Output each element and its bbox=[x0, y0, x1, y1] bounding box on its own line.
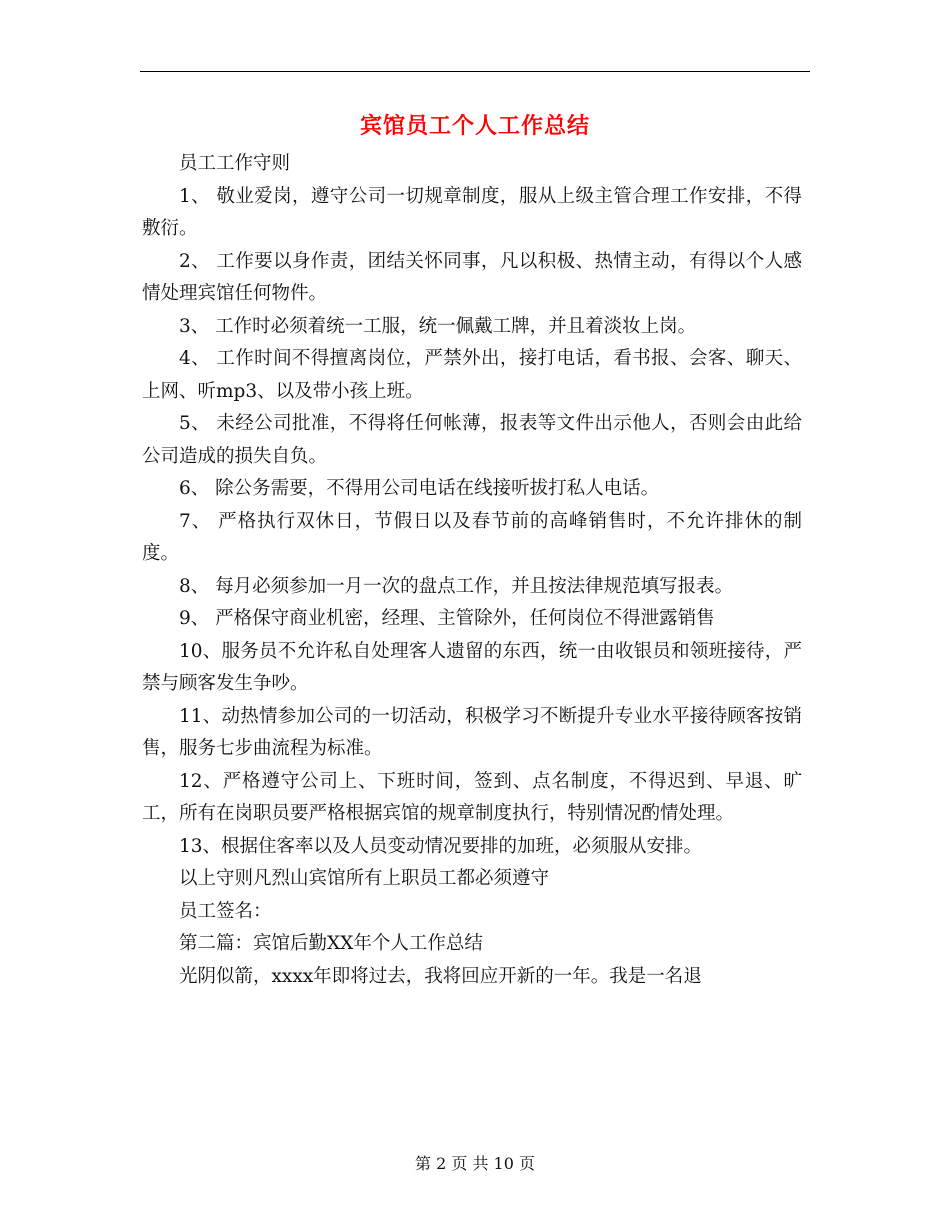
second-article-opening: 光阴似箭，xxxx年即将过去，我将回应开新的一年。我是一名退 bbox=[179, 965, 702, 987]
rule-item-10: 10、服务员不允许私自处理客人遗留的东西，统一由收银员和领班接待，严禁与顾客发生争吵。 bbox=[142, 640, 802, 694]
section-heading: 员工工作守则 bbox=[179, 153, 291, 174]
rules-closing-note: 以上守则凡烈山宾馆所有上职员工都必须遵守 bbox=[179, 868, 550, 889]
rule-item-1: 1、 敬业爱岗，遵守公司一切规章制度，服从上级主管合理工作安排，不得敷衍。 bbox=[142, 185, 802, 239]
rule-item-5: 5、 未经公司批准，不得将任何帐薄，报表等文件出示他人，否则会由此给公司造成的损失自负。 bbox=[142, 413, 802, 467]
rule-item-12: 12、严格遵守公司上、下班时间，签到、点名制度，不得迟到、早退、旷工，所有在岗职员要严格根据宾馆的规章制度执行，特别情况酌情处理。 bbox=[142, 770, 802, 824]
rule-item-11: 11、动热情参加公司的一切活动，积极学习不断提升专业水平接待顾客按销售，服务七步曲流程为标准。 bbox=[142, 705, 802, 759]
document-body bbox=[142, 148, 802, 993]
rule-item-7: 7、 严格执行双休日，节假日以及春节前的高峰销售时，不允许排休的制度。 bbox=[142, 510, 802, 564]
second-article-heading: 第二篇：宾馆后勤XX年个人工作总结 bbox=[179, 933, 483, 954]
rule-item-13: 13、根据住客率以及人员变动情况要排的加班，必须服从安排。 bbox=[179, 835, 703, 857]
employee-signature-line: 员工签名： bbox=[179, 900, 272, 922]
rule-item-6: 6、 除公务需要，不得用公司电话在线接听拔打私人电话。 bbox=[179, 478, 660, 499]
page-number: 第 2 页 共 10 页 bbox=[415, 1154, 535, 1173]
rule-item-8: 8、 每月必须参加一月一次的盘点工作，并且按法律规范填写报表。 bbox=[179, 575, 734, 597]
rule-item-4: 4、 工作时间不得擅离岗位，严禁外出，接打电话，看书报、会客、聊天、上网、听mp3、以及带小孩上班。 bbox=[142, 348, 802, 402]
page-title: 宾馆员工个人工作总结 bbox=[359, 113, 590, 139]
header-rule bbox=[140, 71, 810, 72]
rule-item-9: 9、 严格保守商业机密，经理、主管除外，任何岗位不得泄露销售 bbox=[179, 608, 715, 629]
page-footer bbox=[0, 1152, 950, 1176]
rule-item-3: 3、 工作时必须着统一工服，统一佩戴工牌，并且着淡妆上岗。 bbox=[179, 315, 697, 337]
rule-item-2: 2、 工作要以身作责，团结关怀同事，凡以积极、热情主动，有得以个人感情处理宾馆任何物件。 bbox=[142, 250, 802, 304]
